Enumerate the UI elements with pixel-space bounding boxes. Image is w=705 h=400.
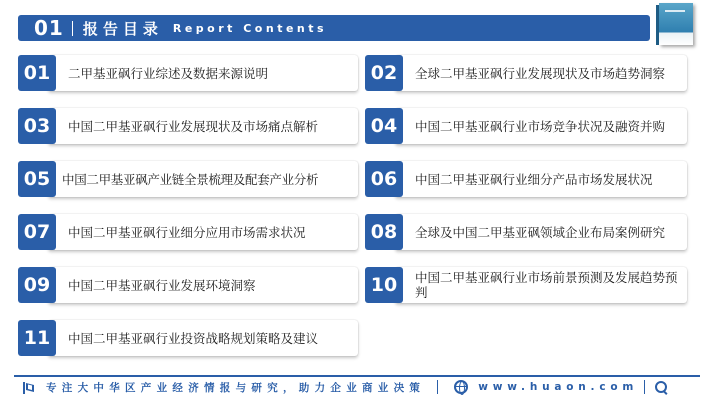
toc-card[interactable]	[48, 55, 358, 91]
toc-card[interactable]	[395, 108, 687, 144]
footer-url[interactable]: www.huaon.com	[478, 381, 639, 393]
toc-label: 二甲基亚砜行业综述及数据来源说明	[68, 65, 269, 81]
page-title: 报告目录	[82, 19, 163, 38]
toc-label: 中国二甲基亚砜行业市场前景预测及发展趋势预判	[415, 270, 678, 300]
section-number: 01	[34, 16, 64, 40]
toc-card[interactable]	[395, 267, 687, 303]
footer-divider	[644, 380, 645, 394]
flag-icon	[22, 380, 36, 394]
header-divider	[72, 21, 73, 36]
toc-label: 中国二甲基亚砜产业链全景梳理及配套产业分析	[62, 171, 319, 187]
toc-card[interactable]	[48, 267, 358, 303]
toc-number-badge: 09	[18, 267, 56, 303]
toc-item-11[interactable]	[18, 320, 319, 356]
toc-item-03[interactable]	[18, 108, 319, 144]
toc-card[interactable]	[48, 320, 358, 356]
toc-number-badge: 07	[18, 214, 56, 250]
toc-label: 全球二甲基亚砜行业发展现状及市场趋势洞察	[415, 65, 666, 81]
toc-number-badge: 10	[365, 267, 403, 303]
toc-number-badge: 03	[18, 108, 56, 144]
book-cover-icon	[656, 3, 696, 47]
toc-item-06[interactable]	[365, 161, 653, 197]
toc-label: 中国二甲基亚砜行业细分应用市场需求状况	[68, 224, 306, 240]
toc-card[interactable]	[48, 161, 358, 197]
toc-card[interactable]	[395, 214, 687, 250]
footer-divider	[437, 380, 438, 394]
toc-number-badge: 02	[365, 55, 403, 91]
toc-card[interactable]	[395, 55, 687, 91]
toc-label: 中国二甲基亚砜行业投资战略规划策略及建议	[68, 330, 319, 346]
toc-label: 中国二甲基亚砜行业发展现状及市场痛点解析	[68, 118, 319, 134]
toc-number-badge: 01	[18, 55, 56, 91]
toc-item-02[interactable]	[365, 55, 666, 91]
globe-icon	[454, 380, 468, 394]
footer-slogan: 专注大中华区产业经济情报与研究，助力企业商业决策	[46, 381, 426, 394]
toc-label: 中国二甲基亚砜行业发展环境洞察	[68, 277, 256, 293]
toc-label: 中国二甲基亚砜行业市场竞争状况及融资并购	[415, 118, 666, 134]
search-icon[interactable]	[655, 381, 667, 393]
toc-number-badge: 04	[365, 108, 403, 144]
toc-card[interactable]	[48, 214, 358, 250]
toc-item-07[interactable]	[18, 214, 306, 250]
toc-number-badge: 05	[18, 161, 56, 197]
toc-item-08[interactable]	[365, 214, 666, 250]
toc-item-05[interactable]	[18, 161, 319, 197]
toc-number-badge: 08	[365, 214, 403, 250]
page-subtitle: Report Contents	[172, 21, 328, 35]
book-cover	[659, 3, 693, 45]
section-header	[18, 15, 650, 41]
toc-number-badge: 06	[365, 161, 403, 197]
toc-label: 中国二甲基亚砜行业细分产品市场发展状况	[415, 171, 653, 187]
toc-item-10[interactable]	[365, 267, 678, 303]
toc-number-badge: 11	[18, 320, 56, 356]
toc-item-04[interactable]	[365, 108, 666, 144]
toc-card[interactable]	[48, 108, 358, 144]
toc-item-09[interactable]	[18, 267, 256, 303]
toc-item-01[interactable]	[18, 55, 269, 91]
toc-label: 全球及中国二甲基亚砜领域企业布局案例研究	[415, 224, 666, 240]
page-footer	[14, 375, 700, 397]
toc-card[interactable]	[395, 161, 687, 197]
